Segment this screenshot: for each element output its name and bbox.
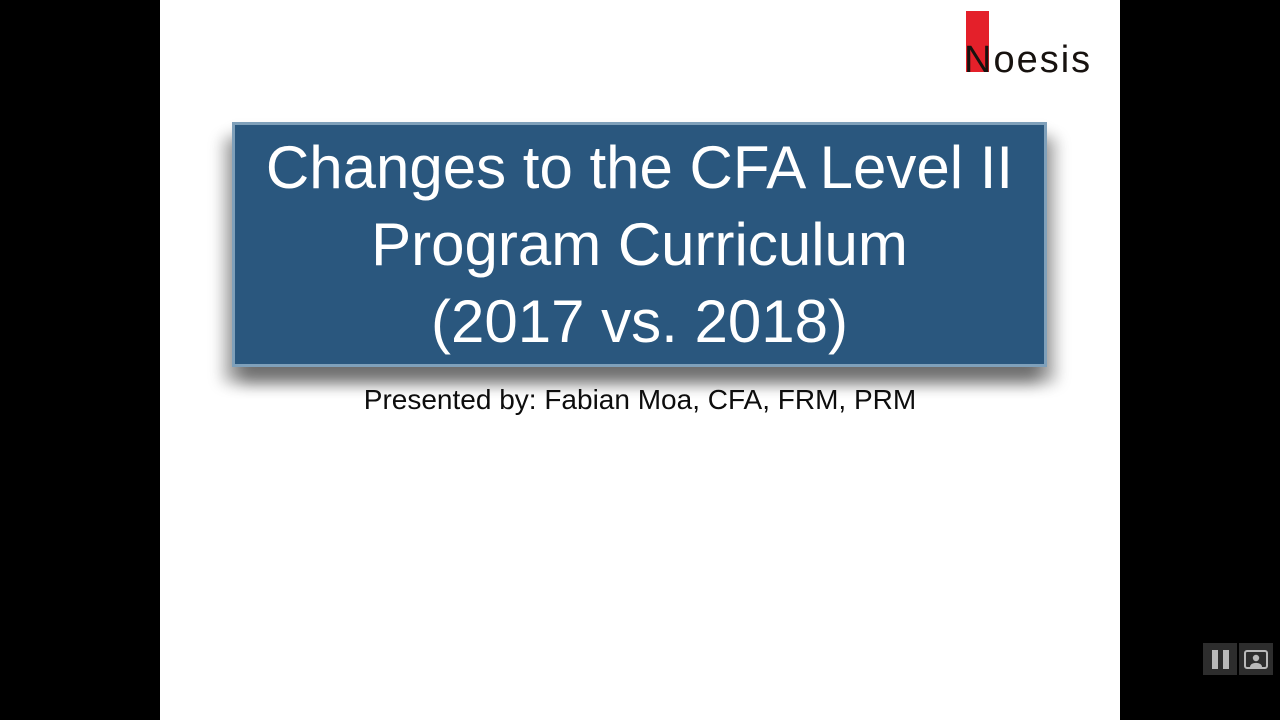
title-box: [232, 122, 1047, 367]
pause-icon: [1212, 650, 1229, 669]
noesis-logo: [964, 10, 1114, 81]
presenter-credit: Presented by: Fabian Moa, CFA, FRM, PRM: [363, 384, 917, 415]
pause-button[interactable]: [1203, 643, 1237, 675]
title-line-3: (2017 vs. 2018): [431, 288, 848, 355]
presentation-slide: [160, 0, 1120, 720]
logo-wordmark: Noesis: [964, 39, 1093, 81]
presenter-view-button[interactable]: [1239, 643, 1273, 675]
title-line-1: Changes to the CFA Level II: [265, 134, 1014, 201]
player-controls: [1203, 643, 1273, 675]
presenter-frame-icon: [1244, 650, 1268, 669]
title-line-2: Program Curriculum: [371, 211, 908, 278]
